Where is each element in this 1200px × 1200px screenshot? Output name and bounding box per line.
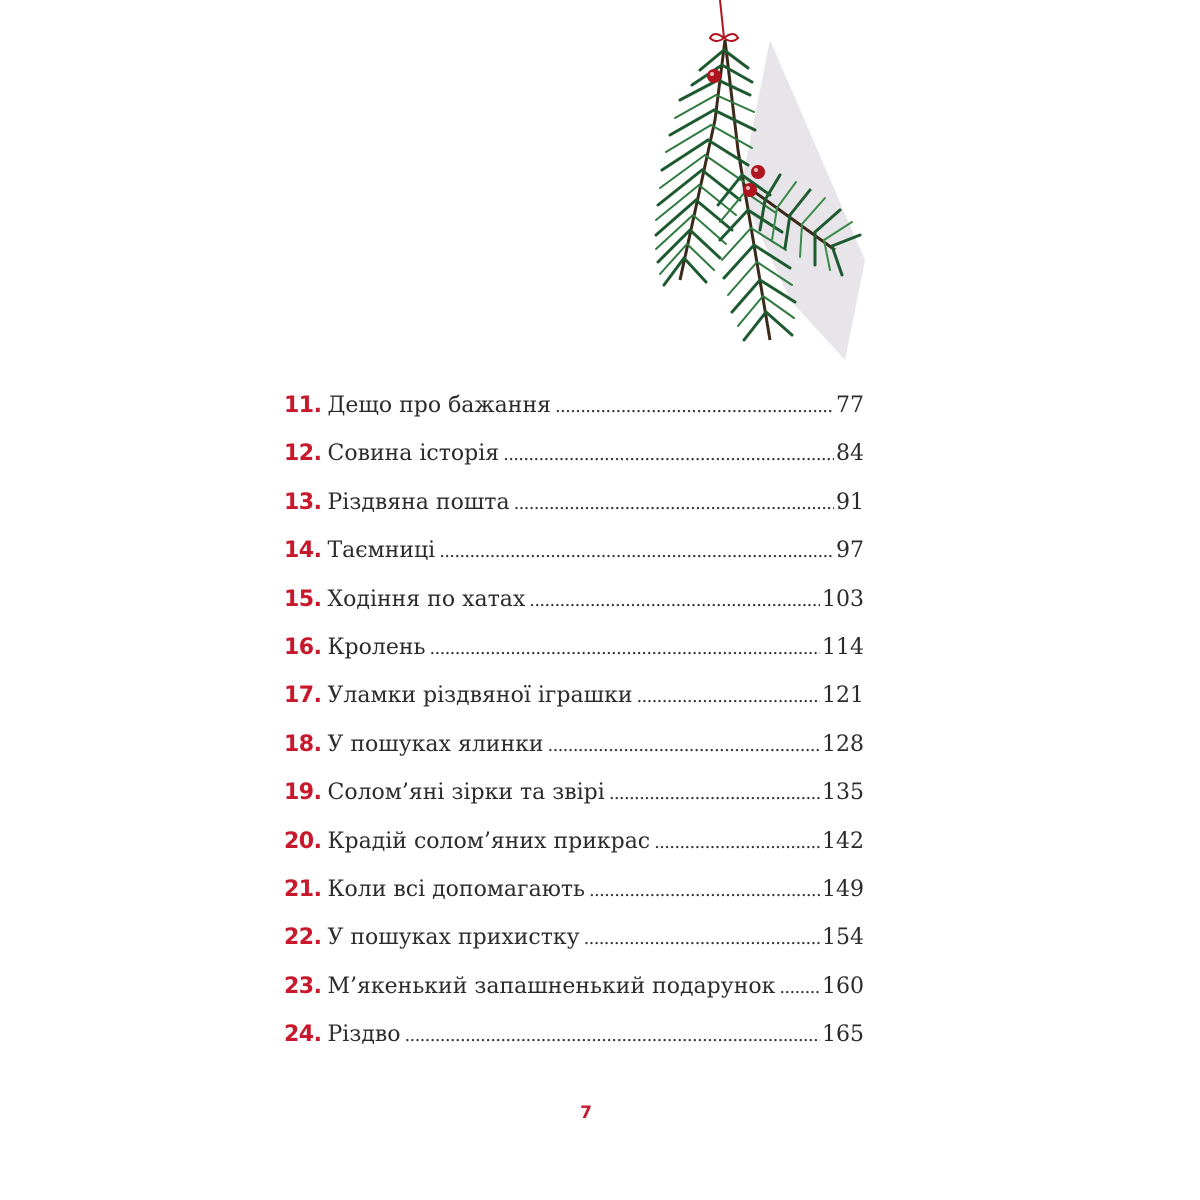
chapter-number: 13. xyxy=(284,489,322,515)
chapter-title: Таємниці xyxy=(327,538,436,564)
toc-entry xyxy=(284,780,864,828)
chapter-title: Совина історія xyxy=(327,441,500,467)
chapter-number: 12. xyxy=(284,441,322,467)
toc-entry xyxy=(284,393,864,441)
dot-leader xyxy=(405,1022,821,1047)
chapter-number: 14. xyxy=(284,538,322,564)
dot-leader xyxy=(779,974,820,999)
chapter-page-number: 97 xyxy=(836,538,864,564)
chapter-page-number: 84 xyxy=(836,441,864,467)
table-of-contents xyxy=(284,393,864,1070)
dot-leader xyxy=(429,635,820,660)
page-number: 7 xyxy=(580,1103,592,1123)
chapter-number: 19. xyxy=(284,780,322,806)
chapter-title: Дещо про бажання xyxy=(327,393,551,418)
fir-branch-with-berries-icon xyxy=(620,0,880,370)
dot-leader xyxy=(584,925,820,950)
chapter-title: М’якенький запашненький подарунок xyxy=(327,973,776,999)
toc-entry xyxy=(284,829,864,877)
chapter-title: Різдвяна пошта xyxy=(327,489,510,515)
chapter-page-number: 77 xyxy=(836,393,864,418)
chapter-page-number: 142 xyxy=(822,828,864,854)
chapter-number: 11. xyxy=(284,393,322,418)
chapter-number: 17. xyxy=(284,683,322,709)
chapter-page-number: 149 xyxy=(822,876,864,902)
dot-leader xyxy=(514,490,834,515)
toc-entry xyxy=(284,683,864,731)
chapter-number: 20. xyxy=(284,828,322,854)
chapter-page-number: 135 xyxy=(822,780,864,806)
toc-entry xyxy=(284,635,864,683)
chapter-title: Солом’яні зірки та звірі xyxy=(327,780,605,806)
toc-entry xyxy=(284,441,864,489)
chapter-title: Крадій солом’яних прикрас xyxy=(327,828,651,854)
chapter-number: 22. xyxy=(284,925,322,951)
chapter-number: 15. xyxy=(284,586,322,612)
dot-leader xyxy=(589,877,820,902)
dot-leader xyxy=(503,441,834,466)
chapter-page-number: 165 xyxy=(822,1022,864,1048)
dot-leader xyxy=(439,538,834,563)
chapter-title: У пошуках прихистку xyxy=(327,925,580,951)
chapter-title: У пошуках ялинки xyxy=(327,731,544,757)
chapter-title: Ходіння по хатах xyxy=(327,586,526,612)
chapter-number: 24. xyxy=(284,1022,322,1048)
chapter-page-number: 114 xyxy=(822,634,864,660)
toc-entry xyxy=(284,877,864,925)
chapter-page-number: 154 xyxy=(822,925,864,951)
dot-leader xyxy=(654,829,820,854)
toc-entry xyxy=(284,587,864,635)
chapter-title: Уламки різдвяної іграшки xyxy=(327,683,633,709)
dot-leader xyxy=(637,683,821,708)
chapter-page-number: 121 xyxy=(822,683,864,709)
dot-leader xyxy=(529,587,820,612)
toc-entry xyxy=(284,1022,864,1070)
toc-entry xyxy=(284,974,864,1022)
dot-leader xyxy=(609,780,820,805)
chapter-number: 16. xyxy=(284,634,322,660)
chapter-page-number: 128 xyxy=(822,731,864,757)
chapter-page-number: 103 xyxy=(822,586,864,612)
chapter-page-number: 91 xyxy=(836,489,864,515)
toc-entry xyxy=(284,925,864,973)
chapter-number: 23. xyxy=(284,973,322,999)
chapter-title: Кролень xyxy=(327,634,426,660)
dot-leader xyxy=(555,393,834,418)
toc-entry xyxy=(284,538,864,586)
chapter-number: 21. xyxy=(284,876,322,902)
chapter-title: Коли всі допомагають xyxy=(327,876,585,902)
toc-entry xyxy=(284,732,864,780)
dot-leader xyxy=(548,732,820,757)
chapter-page-number: 160 xyxy=(822,973,864,999)
chapter-number: 18. xyxy=(284,731,322,757)
chapter-title: Різдво xyxy=(327,1022,401,1048)
toc-entry xyxy=(284,490,864,538)
